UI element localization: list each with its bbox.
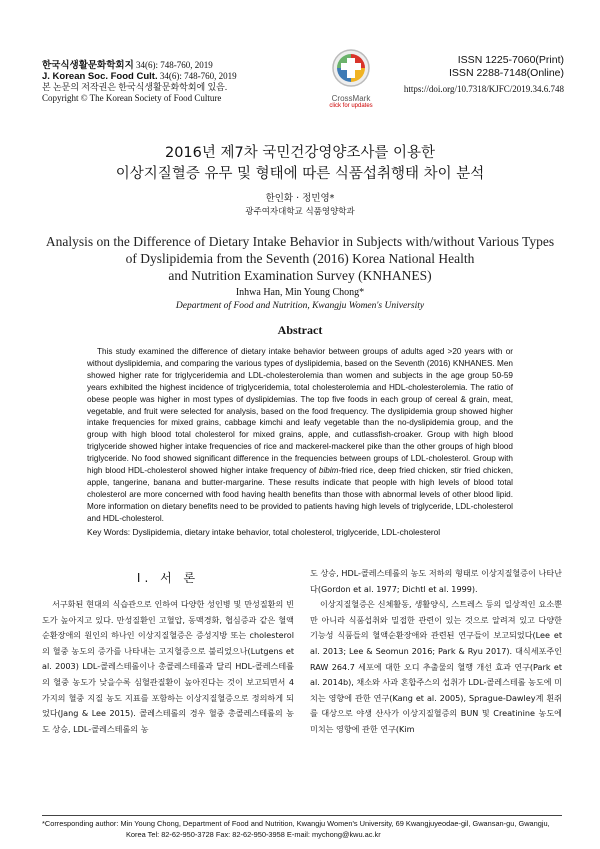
issn-print: ISSN 1225-7060(Print): [457, 54, 564, 66]
corresponding-author: [42, 819, 562, 840]
journal-header: [42, 60, 272, 104]
crossmark-sub: click for updates: [329, 103, 373, 109]
issn-block: [404, 54, 564, 94]
footnote-line2: Korea Tel: 82-62-950-3728 Fax: 82-62-950-3958 E-mail: mychong@kwu.ac.kr: [126, 829, 381, 839]
title-en-line2: of Dyslipidemia from the Seventh (2016) Korea National Health: [125, 251, 475, 266]
affiliation-en: Department of Food and Nutrition, Kwangju Women's University: [175, 301, 425, 311]
copyright-en: Copyright © The Korean Society of Food Culture: [42, 93, 222, 103]
right-column: [310, 566, 562, 738]
intro-paragraph-2: 이상지질혈증은 신체활동, 생활양식, 스트레스 등의 일상적인 요소뿐만 아니라 식품섭취와 밀접한 관련이 있는 것으로 알려져 있고 다양한 기능성 식품들의 혈액순환장애와 관련된 연구들이 보고되었다(Lee et al. 2013; Lee & Seomun 2016; Park & Ryu 2017). 대식세포주인 RAW 264.7 세포에 대한 오디 추출물의 혈행 개선 효과 연구(Park et al. 2014b), 채소와 사과 혼합주스의 섭취가 LDL-콜레스테롤 농도에 미치는 영향에 관한 연구(Kang et al. 2005), Sprague-Dawley계 흰쥐를 대상으로 야생 산사가 이상지질혈증의 BUN 및 Creatinine 농도에 미치는 영향에 관한 연구(Kim: [310, 599, 562, 734]
authors-kr: 한인화 · 정민영*: [265, 193, 335, 204]
crossmark-icon: [331, 48, 371, 88]
authors-en: Inhwa Han, Min Young Chong*: [235, 287, 365, 298]
doi-link[interactable]: https://doi.org/10.7318/KJFC/2019.34.6.748: [403, 84, 564, 94]
issn-online: ISSN 2288-7148(Online): [449, 67, 564, 79]
crossmark-badge[interactable]: [321, 48, 381, 109]
keywords-list: Dyslipidemia, dietary intake behavior, total cholesterol, triglyceride, LDL-cholesterol: [130, 527, 441, 537]
section-heading: I. 서 론: [136, 571, 200, 585]
affiliation-kr: 광주여자대학교 식품영양학과: [245, 207, 355, 217]
journal-name-en: J. Korean Soc. Food Cult.: [42, 71, 158, 82]
footnote-divider: [42, 815, 562, 816]
crossmark-label: CrossMark: [331, 94, 371, 103]
journal-volume-en: 34(6): 748-760, 2019: [157, 71, 237, 81]
title-en-line1: Analysis on the Difference of Dietary Intake Behavior in Subjects with/without Various Types: [45, 234, 555, 249]
abstract-text: [87, 346, 513, 525]
journal-name-kr: 한국식생활문화학회지: [42, 60, 134, 71]
title-en-line3: and Nutrition Examination Survey (KNHANES): [168, 268, 432, 283]
keywords: [87, 527, 513, 537]
intro-paragraph-cont: 도 상승, HDL-콜레스테롤의 농도 저하의 형태로 이상지질혈증이 나타난다(Gordon et al. 1977; Dichtl et al. 1999).: [310, 568, 562, 594]
intro-paragraph-1: 서구화된 현대의 식습관으로 인하여 다양한 성인병 및 만성질환의 빈도가 높아지고 있다. 만성질환인 고혈압, 동맥경화, 협심증과 같은 혈액순환장애의 원인의 하나인 이상지질혈증은 증성지방 또는 cholesterol의 혈중 농도의 증가를 나타내는 고지혈증으로 불리었으나(Lutgens et al. 2003) LDL-콜레스테롤이나 총콜레스테롤과 달리 HDL-콜레스테롤의 혈중 농도가 낮을수록 심혈관질환이 높아진다는 것이 보고되면서 4가지의 혈중 지질 농도 지표를 포함하는 이상지질혈증으로 정의하게 되었다(Jang & Lee 2015). 콜레스테롤의 경우 혈중 총콜레스테롤의 농도 상승, LDL-콜레스테롤의 농: [42, 599, 294, 734]
footnote-line1: *Corresponding author: Min Young Chong, Department of Food and Nutrition, Kwangju Women's University, 69 Kwangjuyeodae-gil, Gwansan-gu, Gwangju,: [42, 819, 550, 828]
journal-volume-kr: 34(6): 748-760, 2019: [133, 60, 213, 70]
abstract-body: This study examined the difference of dietary intake behavior between groups of adults aged >20 years with or without dyslipidemia, and comparing the various types of dyslipidemia, based on the Seventh (2016) KNHANES. Men showed higher rate for triglyceridemia and LDL-cholesterolemia than women and subjects in the age group 50-59 years exhibited the highest incidence of triglyceridemia, total cholesterolemia and HDL-cholesterolemia. The ratio of obese people was higher in most types of dyslipidemias. The top five foods in each group of cereal & grain, meat, vegetable, and fruit were selected for analysis, based on the food frequency. The dyslipidemia group showed higher intake frequencies for mixed grains, cabbage kimchi and leafy vegetable than the no-dyslipidemia group, and the group with high blood total cholesterol for mixed grains, apple, and cutlassfish-croaker. Group with high blood triglyceride showed higher intake frequencies of rice and mackerel-mackerel pike than the other groups of high blood triglyceride. No food showed significant difference in the frequencies between groups of LDL-cholesterol. Group with high blood HDL-cholesterol showed higher intake frequency of: [87, 347, 513, 476]
abstract-italic: bibim: [318, 466, 339, 476]
title-kr-line1: 2016년 제7차 국민건강영양조사를 이용한: [164, 145, 436, 161]
left-column: [42, 597, 294, 737]
keywords-label: Key Words:: [87, 527, 131, 537]
abstract-heading: Abstract: [277, 323, 323, 337]
abstract-tail: -fried rice, deep fried chicken, stir fried chicken, apple, tangerine, banana and butter-margarine. These results indicate that people with high levels of blood total cholesterol are more concerned with food having health benefits than those with abnormal levels of other blood lipid. More information on dietary benefits need to be provided to patients having high levels of triglyceride, LDL-cholesterol and HDL-cholesterol.: [87, 466, 513, 523]
title-kr-line2: 이상지질혈증 유무 및 형태에 따른 식품섭취행태 차이 분석: [115, 166, 485, 182]
copyright-kr: 본 논문의 저작권은 한국식생활문화학회에 있음.: [42, 82, 228, 92]
